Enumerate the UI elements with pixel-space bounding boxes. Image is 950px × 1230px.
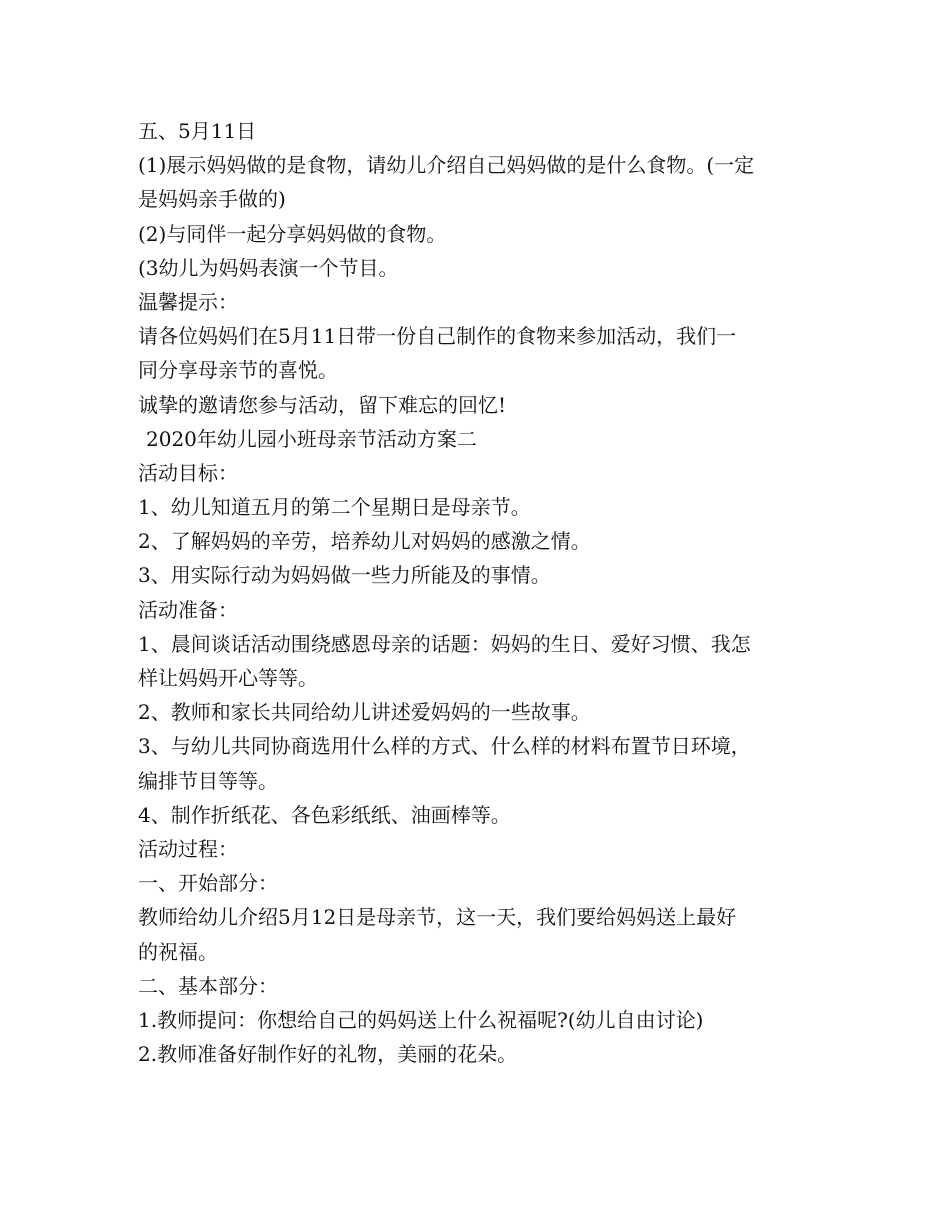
- paragraph-line: 是妈妈亲手做的): [138, 187, 286, 212]
- preparation-heading: 活动准备：: [138, 597, 238, 622]
- section-heading-may-11: 五、5月11日: [138, 119, 257, 143]
- list-item: 1、晨间谈话活动围绕感恩母亲的话题：妈妈的生日、爱好习惯、我怎: [138, 631, 751, 656]
- list-item: 2.教师准备好制作好的礼物，美丽的花朵。: [138, 1042, 518, 1067]
- list-item: 2、了解妈妈的辛劳，培养幼儿对妈妈的感激之情。: [138, 529, 591, 554]
- list-item: 4、制作折纸花、各色彩纸纸、油画棒等。: [138, 802, 511, 827]
- paragraph-line: (2)与同伴一起分享妈妈做的食物。: [138, 221, 447, 246]
- paragraph-line: 诚挚的邀请您参与活动，留下难忘的回忆!: [138, 392, 507, 417]
- list-item: 2、教师和家长共同给幼儿讲述爱妈妈的一些故事。: [138, 700, 591, 725]
- goals-heading: 活动目标：: [138, 460, 238, 485]
- process-heading: 活动过程：: [138, 836, 238, 861]
- paragraph-line: 请各位妈妈们在5月11日带一份自己制作的食物来参加活动，我们一: [138, 324, 737, 349]
- paragraph-line: (1)展示妈妈做的是食物，请幼儿介绍自己妈妈做的是什么食物。(一定: [138, 153, 755, 178]
- paragraph-line: 样让妈妈开心等等。: [138, 666, 318, 690]
- document-body: [138, 114, 828, 1071]
- list-item: 3、与幼儿共同协商选用什么样的方式、什么样的材料布置节日环境，: [138, 734, 751, 759]
- list-item: 1.教师提问：你想给自己的妈妈送上什么祝福呢?(幼儿自由讨论): [138, 1007, 704, 1032]
- paragraph-line: 的祝福。: [138, 939, 218, 964]
- plan-two-title: 2020年幼儿园小班母亲节活动方案二: [146, 426, 477, 451]
- subsection-heading: 二、基本部分：: [138, 973, 278, 998]
- subsection-heading: 一、开始部分：: [138, 871, 278, 896]
- paragraph-line: 同分享母亲节的喜悦。: [138, 358, 338, 383]
- paragraph-line: (3幼儿为妈妈表演一个节目。: [138, 255, 399, 280]
- paragraph-line: 教师给幼儿介绍5月12日是母亲节，这一天，我们要给妈妈送上最好: [138, 905, 737, 930]
- paragraph-line: 编排节目等等。: [138, 768, 278, 793]
- list-item: 3、用实际行动为妈妈做一些力所能及的事情。: [138, 563, 551, 588]
- tips-heading: 温馨提示：: [138, 289, 238, 314]
- list-item: 1、幼儿知道五月的第二个星期日是母亲节。: [138, 495, 531, 520]
